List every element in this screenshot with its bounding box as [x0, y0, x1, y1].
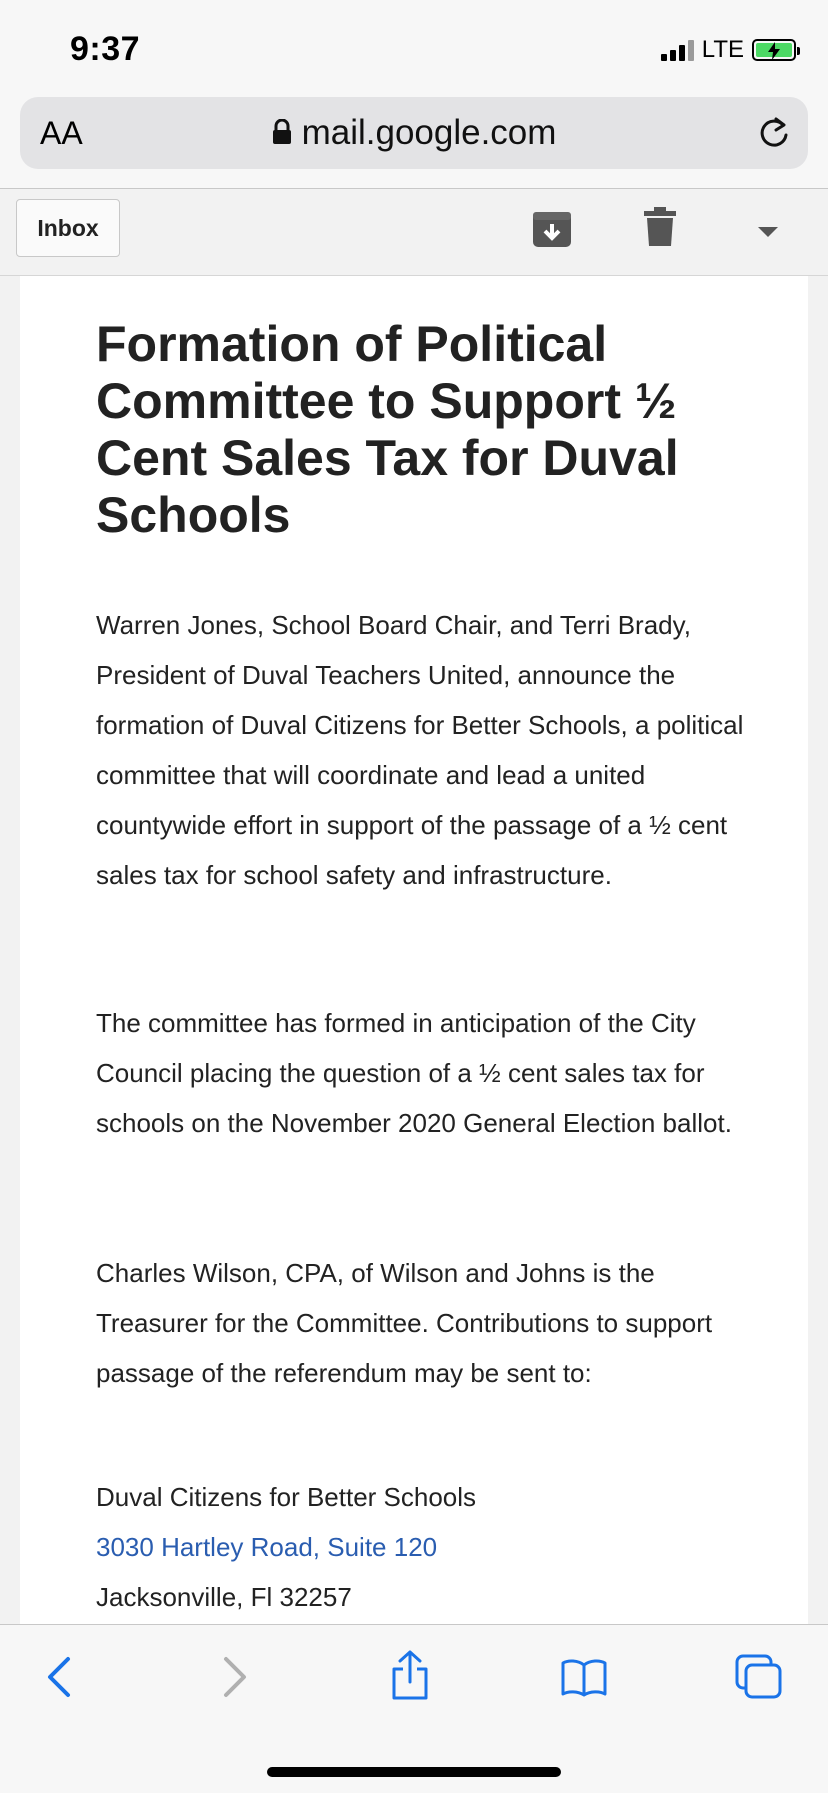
- address-bar[interactable]: [20, 97, 808, 169]
- mail-toolbar: [0, 188, 828, 276]
- status-time: 9:37: [70, 30, 141, 68]
- text-size-label: AA: [40, 115, 83, 151]
- status-bar: [0, 0, 828, 92]
- reload-icon[interactable]: [756, 115, 792, 151]
- network-label: LTE: [701, 36, 744, 63]
- inbox-label: Inbox: [37, 214, 99, 241]
- address-name: Duval Citizens for Better Schools: [96, 1482, 477, 1512]
- lock-icon: [272, 119, 292, 145]
- paragraph-1: Warren Jones, School Board Chair, and Terri Brady, President of Duval Teachers United, announce the formation of Duval Citizens for Better Schools, a political committee that will coordinate and lead a united countywide effort in support of the passage of a ½ cent sales tax for school safety and infrastructure.: [96, 610, 744, 890]
- trash-icon[interactable]: [644, 207, 676, 247]
- home-indicator: [267, 1767, 561, 1777]
- back-arrow-icon[interactable]: [44, 1655, 74, 1699]
- share-icon[interactable]: [388, 1649, 432, 1701]
- paragraph-3: Charles Wilson, CPA, of Wilson and Johns is the Treasurer for the Committee. Contributions to support passage of the referendum may be sent to:: [96, 1258, 713, 1388]
- email-body: [20, 276, 808, 1624]
- inbox-back-button[interactable]: [16, 199, 120, 257]
- address-city: Jacksonville, Fl 32257: [96, 1582, 352, 1612]
- forward-arrow-icon[interactable]: [220, 1655, 250, 1699]
- tabs-icon[interactable]: [734, 1653, 784, 1701]
- address-street-link[interactable]: 3030 Hartley Road, Suite 120: [96, 1532, 438, 1562]
- status-indicators: [661, 36, 796, 64]
- browser-bottom-bar: [0, 1624, 828, 1793]
- signal-icon: [661, 39, 694, 61]
- email-title: Formation of Political Committee to Support ½ Cent Sales Tax for Duval Schools: [96, 316, 679, 543]
- url-display[interactable]: [20, 113, 808, 153]
- bookmarks-icon[interactable]: [560, 1657, 608, 1697]
- archive-icon[interactable]: [532, 209, 572, 249]
- url-text: mail.google.com: [301, 113, 557, 152]
- battery-icon: [752, 39, 796, 61]
- dropdown-icon[interactable]: [756, 225, 780, 239]
- paragraph-2: The committee has formed in anticipation of the City Council placing the question of a ½ cent sales tax for schools on the November 2020 General Election ballot.: [96, 1008, 732, 1138]
